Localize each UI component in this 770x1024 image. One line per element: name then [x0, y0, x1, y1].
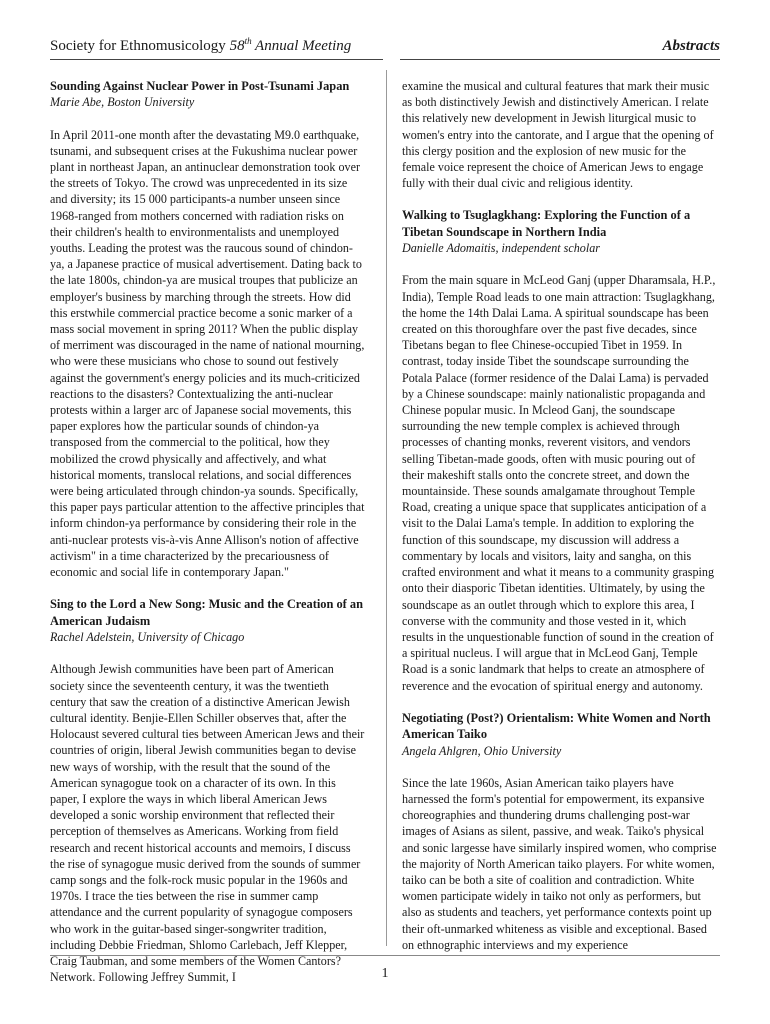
abstract-ahlgren [402, 710, 720, 953]
abstract-adelstein [50, 596, 366, 985]
abstract-body: From the main square in McLeod Ganj (upper Dharamsala, H.P., India), Temple Road leads to one main attraction: Tsuglagkhang, the home the 14th Dalai Lama. A spiritual soundscape has been created on this thoroughfare over the past five decades, since Tibetans began to flee Chinese-occupied Tibet in 1959. In contrast, today inside Tibet the soundscape surrounding the Potala Palace (former residence of the Dalai Lama) is pervaded by a Chinese soundscape: mainly nationalistic propaganda and Chinese popular music. In Mcleod Ganj, the soundscape surrounding the new temple complex is achieved through processes of chanting monks, reverent visitors, and vendors selling Tibetan-made goods, often with music pouring out of their makeshift stalls onto the concrete street, and down the mountainside. These sounds amalgamate throughout Temple Road, creating a unique space that supplicates anticipation of a visit to the Dalai Lama's temple. In addition to exploring the function of this soundscape, my discussion will address a commentary by locals and visitors, laity and sangha, on this crafted environment and what it means to a community grasping onto their diasporic Tibetan identities. Ultimately, by using the soundscape as an outlet through which to explore this area, I converse with the community and those vested in it, which results in the unquestionable function of sound in the creation of a spiritual nucleus. I will argue that in McLeod Ganj, Temple Road is a sonic landmark that helps to create an atmosphere of reverence and the evocation of spiritual energy and autonomy. [402, 273, 716, 693]
right-column [402, 78, 720, 952]
header-ordinal-suffix: th [244, 36, 252, 46]
abstract-title: Sounding Against Nuclear Power in Post-Tsunami Japan [50, 79, 350, 93]
header-section-label: Abstracts [662, 38, 720, 54]
abstract-body-continuation: examine the musical and cultural features that mark their music as both distinctively Jewish and distinctively American. I relate this relatively new development in Jewish liturgical music to women's entry into the cantorate, and I argue that the opening of this clergy position and the explosion of new music for the female voice represent the choice of American Jews to engage fully with their dual civic and religious identity. [402, 79, 714, 191]
header-suffix: Annual Meeting [251, 38, 352, 54]
abstract-author: Marie Abe, Boston University [50, 95, 195, 110]
abstract-title: Walking to Tsuglagkhang: Exploring the Function of a Tibetan Soundscape in Northern India [402, 208, 691, 239]
page-number: 1 [381, 966, 389, 981]
abstract-body: In April 2011-one month after the devastating M9.0 earthquake, tsunami, and subsequent crises at the Fukushima nuclear power plant in northeast Japan, an antinuclear demonstration took over the streets of Tokyo. The crowd was unprecedented in its size and diversity; its 15 000 participants-a number unseen since 1968-ranged from mothers concerned with radiation risks on their children's health to environmentalists and unemployed youths. Leading the protest was the raucous sound of chindon-ya, a Japanese practice of musical advertisement. Dating back to the late 1800s, chindon-ya are musical troupes that publicize an employer's business by marching through the streets. How did this erstwhile commercial practice become a sonic marker of a mass social movement in spring 2011? When the public display of merriment was discouraged in the name of national mourning, who were these musicians who chose to sound out festively against the government's energy policies and its much-criticized reactions to the disasters? Contextualizing the anti-nuclear protests within a larger arc of Japanese social movements, this paper explores how the particular sounds of chindon-ya transposed from the commercial to the political, how they mobilized the crowd physically and affectively, and what historical moments, translocal relations, and social differences were being articulated through chindon-ya sounds. Specifically, this paper pays particular attention to the affective principles that inform chindon-ya performance by considering their role in the anti-nuclear protests vis-à-vis Anne Allison's notion of affective activism" in a time characterized by the precariousness of economic and social life in contemporary Japan." [50, 127, 365, 580]
abstract-body: Since the late 1960s, Asian American taiko players have harnessed the form's potential for empowerment, its expansive choreographies and thundering drums challenging post-war images of Asians as silent, passive, and weak. Taiko's physical and sonic largesse have similarly inspired women, who comprise the majority of North American taiko players. For white women, taiko can be both a site of coalition and contradiction. White women participate widely in taiko not only as performers, but also as students and teachers, yet performance contexts point up their oft-unmarked whiteness as visible and exceptional. Based on ethnographic interviews and my experience [402, 775, 717, 952]
abstract-abe [50, 78, 366, 580]
abstract-title: Sing to the Lord a New Song: Music and the Creation of an American Judaism [50, 597, 363, 628]
abstract-body: Although Jewish communities have been part of American society since the seventeenth century, it was the twentieth century that saw the creation of a distinctive American Jewish cultural identity. Benjie-Ellen Schiller observes that, after the Holocaust severed cultural ties between American Jews and their countries of origin, liberal Jewish communities began to devise new ways of worship, with the result that the sound of the American synagogue took on a character of its own. In this paper, I explore the ways in which liberal American Jews developed a sonic worship environment that reflected their perception of themselves as Americans. Working from field research and recent historical accounts and memoirs, I discuss the rise of synagogue music derived from the sounds of summer camp songs and the folk-rock music popular in the 1960s and 1970s. I trace the ties between the rise in summer camp attendance and the current popularity of synagogue composers who work in the guitar-based singer-songwriter tradition, including Debbie Friedman, Shlomo Carlebach, Jeff Klepper, Craig Taubman, and some members of the Women Cantors? Network. Following Jeffrey Summit, I [50, 662, 365, 985]
header-conference-title [50, 36, 351, 55]
abstract-adomaitis [402, 207, 720, 693]
abstract-title: Negotiating (Post?) Orientalism: White Women and North American Taiko [402, 710, 711, 742]
footer-rule [50, 955, 720, 956]
header-rule-left [50, 59, 383, 60]
left-column [50, 78, 366, 985]
abstract-author: Rachel Adelstein, University of Chicago [50, 630, 245, 645]
abstract-author: Danielle Adomaitis, independent scholar [402, 241, 600, 256]
header-rule-right [400, 59, 720, 60]
column-divider [386, 70, 387, 946]
page-header [50, 36, 720, 58]
header-prefix: Society for Ethnomusicology [50, 38, 230, 54]
header-ordinal-number: 58 [229, 38, 245, 54]
abstract-author: Angela Ahlgren, Ohio University [402, 743, 562, 758]
